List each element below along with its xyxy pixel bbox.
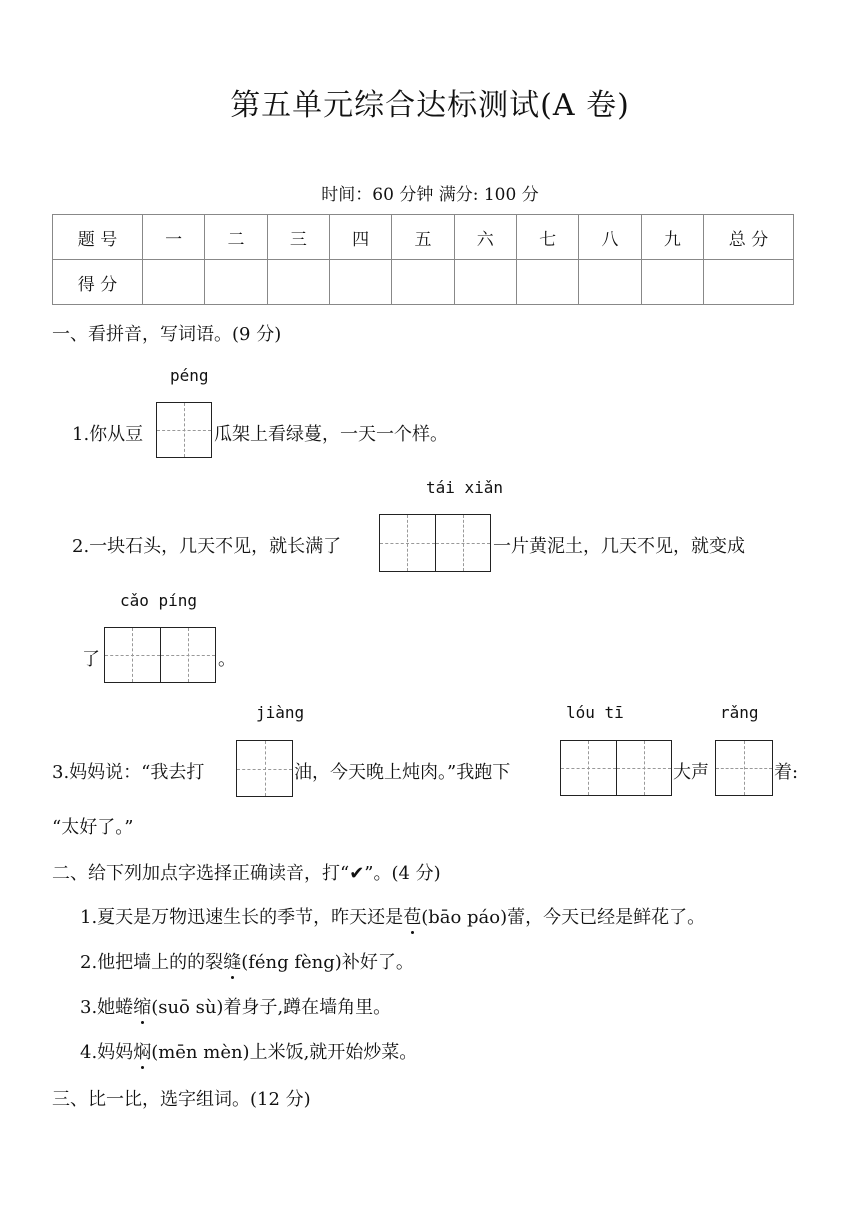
score-cell[interactable] (516, 260, 578, 305)
q3-line2: “太好了。” (52, 817, 134, 838)
header-cell: 二 (205, 215, 267, 260)
header-cell: 总 分 (704, 215, 794, 260)
header-cell: 九 (641, 215, 703, 260)
q2-line2-after: 。 (218, 649, 236, 670)
writing-box[interactable] (715, 740, 773, 796)
q2-pinyin-2: cǎo píng (120, 591, 198, 610)
item-text-after: (féng fèng)补好了。 (241, 952, 414, 973)
header-cell: 五 (392, 215, 454, 260)
score-table-score-row (53, 260, 794, 305)
header-cell: 六 (454, 215, 516, 260)
writing-box[interactable] (560, 740, 672, 796)
q3-pinyin-2: lóu tī (566, 703, 624, 722)
score-cell[interactable] (392, 260, 454, 305)
q3-pinyin-1: jiàng (256, 703, 305, 722)
q2-pinyin-1: tái xiǎn (426, 478, 504, 497)
header-cell: 七 (516, 215, 578, 260)
score-table (52, 214, 794, 305)
item-text-before: 3.她蜷 (80, 997, 134, 1018)
score-cell[interactable] (454, 260, 516, 305)
q3-pinyin-3: rǎng (720, 703, 759, 722)
page-title: 第五单元综合达标测试(A 卷) (230, 88, 630, 123)
q1-pinyin: péng (170, 366, 209, 385)
writing-box[interactable] (379, 514, 491, 572)
score-cell[interactable] (205, 260, 267, 305)
item-text-before: 4.妈妈 (80, 1042, 134, 1063)
q3-text-after: 着: (774, 762, 799, 783)
item-text-before: 2.他把墙上的的裂 (80, 952, 224, 973)
section3-heading: 三、比一比，选字组词。(12 分) (52, 1089, 311, 1110)
q1-text-before: 1.你从豆 (72, 424, 144, 445)
header-cell: 一 (143, 215, 205, 260)
dotted-character: 焖 (133, 1038, 151, 1064)
score-cell[interactable] (267, 260, 329, 305)
q2-text-after: 一片黄泥土，几天不见，就变成 (493, 536, 745, 557)
item-text-before: 1.夏天是万物迅速生长的季节，昨天还是 (80, 907, 404, 928)
score-row-label: 得 分 (53, 260, 143, 305)
q1-text-after: 瓜架上看绿蔓，一天一个样。 (214, 424, 448, 445)
section2-heading: 二、给下列加点字选择正确读音，打“✔”。(4 分) (52, 863, 441, 884)
writing-box[interactable] (156, 402, 212, 458)
writing-box[interactable] (104, 627, 216, 683)
header-cell: 三 (267, 215, 329, 260)
exam-info: 时间：60 分钟 满分: 100 分 (321, 185, 539, 205)
section2-item (80, 993, 391, 1019)
header-cell: 八 (579, 215, 641, 260)
score-table-header-row (53, 215, 794, 260)
score-cell[interactable] (579, 260, 641, 305)
section2-item (80, 1038, 417, 1064)
item-text-after: (mēn mèn)上米饭,就开始炒菜。 (151, 1042, 418, 1063)
section2-item (80, 948, 414, 974)
q3-text-before: 3.妈妈说：“我去打 (52, 762, 205, 783)
dotted-character: 缩 (133, 993, 151, 1019)
score-cell[interactable] (704, 260, 794, 305)
header-cell: 题 号 (53, 215, 143, 260)
q2-line2-before: 了 (82, 649, 100, 670)
dotted-character: 缝 (223, 948, 241, 974)
item-text-after: (suō sù)着身子,蹲在墙角里。 (151, 997, 392, 1018)
q2-text-before: 2.一块石头，几天不见，就长满了 (72, 536, 342, 557)
writing-box[interactable] (236, 740, 293, 797)
q3-text-mid-2: 大声 (673, 762, 709, 783)
section2-item (80, 903, 705, 929)
score-cell[interactable] (641, 260, 703, 305)
item-text-after: (bāo páo)蕾，今天已经是鲜花了。 (421, 907, 706, 928)
score-cell[interactable] (329, 260, 391, 305)
q3-text-mid-1: 油，今天晚上炖肉。”我跑下 (294, 762, 511, 783)
score-cell[interactable] (143, 260, 205, 305)
header-cell: 四 (329, 215, 391, 260)
section1-heading: 一、看拼音，写词语。(9 分) (52, 324, 282, 345)
dotted-character: 苞 (403, 903, 421, 929)
